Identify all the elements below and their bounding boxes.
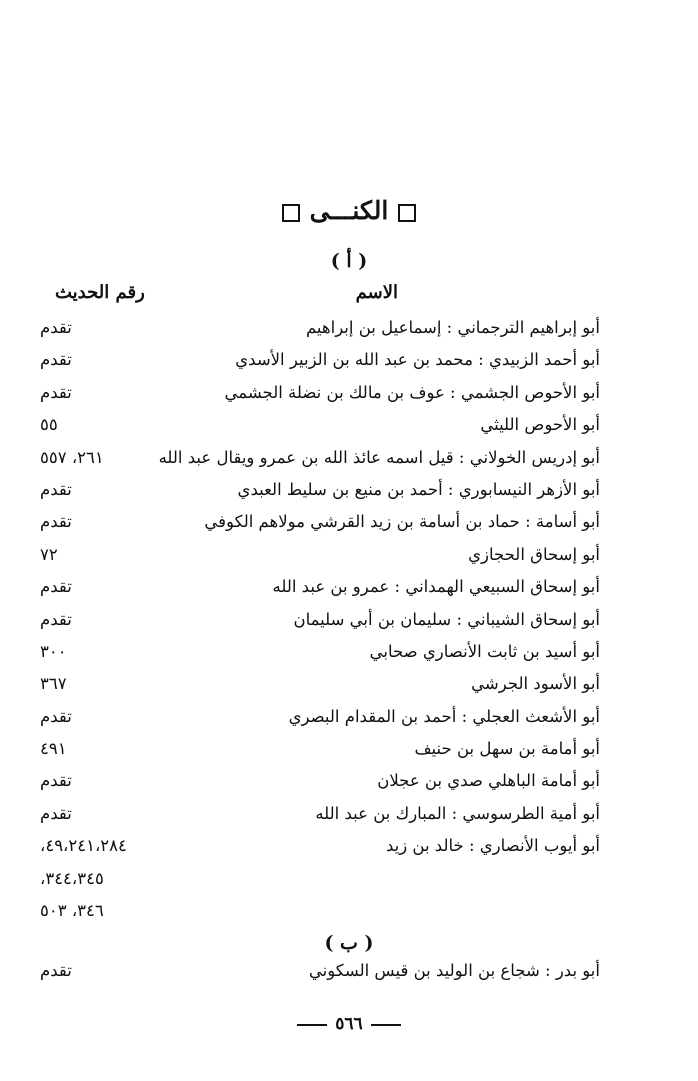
list-item: [40, 765, 600, 797]
list-item: [40, 733, 600, 765]
list-item-continuation: [40, 863, 600, 895]
list-item: [40, 571, 600, 603]
entry-name: أبو أمية الطرسوسي : المبارك بن عبد الله: [315, 803, 600, 823]
list-item: [40, 442, 600, 474]
dash-ornament: [297, 1024, 327, 1026]
list-item: [40, 604, 600, 636]
entry-hadith-number: ٥٥: [40, 415, 58, 435]
entry-name: أبو أيوب الأنصاري : خالد بن زيد: [385, 836, 600, 856]
entry-name: أبو الأزهر النيسابوري : أحمد بن منيع بن سليط العبدي: [237, 479, 600, 499]
entry-hadith-number: تقدم: [40, 609, 72, 629]
page-number-text: ٥٦٦: [335, 1014, 363, 1034]
page-number: [0, 1014, 698, 1034]
chapter-title-text: الكنـــى: [309, 196, 389, 225]
entry-name: أبو بدر : شجاع بن الوليد بن قيس السكوني: [308, 961, 600, 980]
list-item: [40, 830, 600, 862]
entry-hadith-number: ٣٤٤،٣٤٥،: [40, 868, 104, 888]
section-heading-ba: ( ب ): [324, 932, 374, 954]
list-item: [40, 344, 600, 376]
entry-hadith-number: ٧٢: [40, 544, 58, 564]
square-ornament-icon: [282, 204, 300, 222]
list-item: [40, 506, 600, 538]
column-header-name: الاسم: [355, 282, 398, 303]
entry-hadith-number: تقدم: [40, 706, 72, 726]
entry-name: أبو إسحاق السبيعي الهمداني : عمرو بن عبد الله: [272, 577, 600, 597]
list-item: [40, 312, 600, 344]
entry-hadith-number: ٤٩١: [40, 739, 67, 759]
entry-name: أبو الأسود الجرشي: [471, 674, 600, 694]
entry-hadith-number: ٣٦٧: [40, 674, 67, 694]
list-item: [40, 798, 600, 830]
entry-name: أبو أمامة الباهلي صدي بن عجلان: [377, 771, 600, 791]
list-item: [40, 539, 600, 571]
entry-name: أبو أسيد بن ثابت الأنصاري صحابي: [369, 641, 600, 661]
entry-hadith-number: تقدم: [40, 577, 72, 597]
entries-list-alif: [40, 312, 600, 927]
entry-hadith-number: تقدم: [40, 803, 72, 823]
list-item: [40, 636, 600, 668]
entry-hadith-number: تقدم: [40, 350, 72, 370]
entry-hadith-number: تقدم: [40, 512, 72, 532]
list-item: [40, 668, 600, 700]
entries-list-ba: [40, 955, 600, 987]
list-item: [40, 409, 600, 441]
entry-hadith-number: تقدم: [40, 479, 72, 499]
entry-hadith-number: تقدم: [40, 771, 72, 791]
column-header-number: رقم الحديث: [55, 282, 145, 303]
entry-hadith-number: تقدم: [40, 961, 72, 980]
entry-name: أبو الأحوص الجشمي : عوف بن مالك بن نضلة الجشمي: [224, 382, 600, 402]
entry-hadith-number: تقدم: [40, 382, 72, 402]
entry-name: أبو أحمد الزبيدي : محمد بن عبد الله بن الزبير الأسدي: [235, 350, 600, 370]
list-item: [40, 377, 600, 409]
dash-ornament: [371, 1024, 401, 1026]
chapter-title: [0, 196, 698, 225]
entry-name: أبو إبراهيم الترجماني : إسماعيل بن إبراهيم: [305, 318, 600, 337]
entry-hadith-number: ٢٦١، ٥٥٧: [40, 447, 104, 467]
list-item: [40, 955, 600, 987]
entry-name: أبو الأحوص الليثي: [480, 415, 600, 435]
section-heading-alif: ( أ ): [330, 250, 368, 272]
entry-hadith-number: تقدم: [40, 318, 72, 337]
square-ornament-icon: [398, 204, 416, 222]
list-item: [40, 701, 600, 733]
entry-name: أبو أسامة : حماد بن أسامة بن زيد القرشي مولاهم الكوفي: [204, 512, 600, 532]
entry-hadith-number: ٣٤٦، ٥٠٣: [40, 901, 104, 921]
list-item: [40, 474, 600, 506]
entry-name: أبو الأشعث العجلي : أحمد بن المقدام البصري: [288, 706, 600, 726]
entry-hadith-number: ٣٠٠: [40, 641, 67, 661]
entry-name: أبو إسحاق الحجازي: [468, 544, 600, 564]
entry-name: أبو إسحاق الشيباني : سليمان بن أبي سليمان: [293, 609, 600, 629]
entry-name: أبو إدريس الخولاني : قيل اسمه عائذ الله بن عمرو ويقال عبد الله: [158, 447, 600, 467]
entry-name: أبو أمامة بن سهل بن حنيف: [414, 739, 600, 759]
list-item-continuation: [40, 895, 600, 927]
entry-hadith-number: ٤٩،٢٤١،٢٨٤،: [40, 836, 127, 856]
